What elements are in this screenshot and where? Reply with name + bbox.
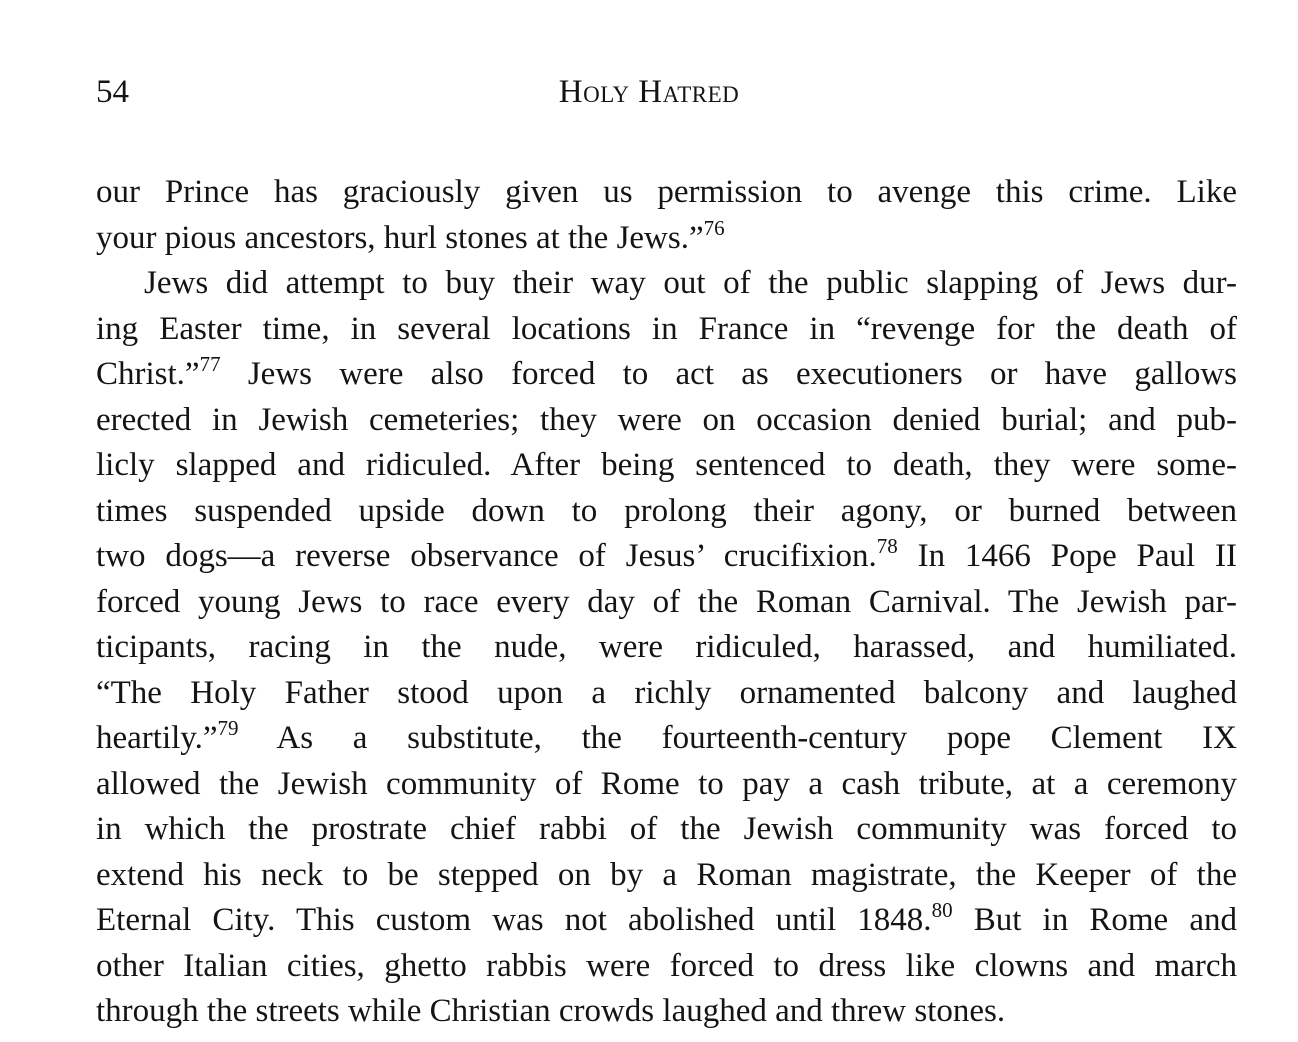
text-segment: Christ.” — [96, 356, 200, 392]
text-segment: ing Easter time, in several locations in France in “revenge for the death of — [96, 310, 1237, 347]
text-line — [96, 898, 1237, 944]
text-segment: erected in Jewish cemeteries; they were on occasion denied burial; and pub- — [96, 401, 1237, 438]
text-segment: other Italian cities, ghetto rabbis were forced to dress like clowns and march — [96, 947, 1237, 984]
text-line — [96, 398, 1237, 444]
text-line — [96, 989, 1237, 1035]
running-head: Holy Hatred — [558, 74, 740, 110]
paragraph — [96, 170, 1237, 261]
paragraph — [96, 261, 1237, 1035]
text-segment: heartily.” — [96, 720, 218, 756]
text-line — [96, 807, 1237, 853]
text-segment: ticipants, racing in the nude, were ridiculed, harassed, and humiliated. — [96, 629, 1237, 665]
text-line — [96, 580, 1237, 626]
text-segment: Jews did attempt to buy their way out of the public slapping of Jews dur- — [144, 265, 1237, 301]
text-segment: allowed the Jewish community of Rome to pay a cash tribute, at a ceremony — [96, 765, 1237, 802]
text-segment: But in Rome and — [952, 902, 1237, 938]
text-segment: extend his neck to be stepped on by a Roman magistrate, the Keeper of the — [96, 856, 1237, 893]
footnote-reference: 78 — [876, 534, 898, 558]
footnote-reference: 77 — [199, 352, 221, 376]
text-line — [96, 170, 1237, 216]
text-segment: “The Holy Father stood upon a richly ornamented balcony and laughed — [96, 674, 1237, 711]
text-line — [96, 489, 1237, 535]
text-line — [96, 216, 1237, 262]
text-line — [96, 671, 1237, 717]
text-segment: forced young Jews to race every day of the Roman Carnival. The Jewish par- — [96, 583, 1237, 620]
text-line — [96, 944, 1237, 990]
text-segment: licly slapped and ridiculed. After being sentenced to death, they were some- — [96, 447, 1237, 483]
text-segment: your pious ancestors, hurl stones at the Jews.” — [96, 219, 704, 256]
text-line — [96, 261, 1237, 307]
page-number: 54 — [96, 74, 129, 110]
text-line — [96, 352, 1237, 398]
text-line — [96, 534, 1237, 580]
text-segment: As a substitute, the fourteenth-century pope Clement IX — [238, 720, 1237, 756]
text-segment: Eternal City. This custom was not abolished until 1848. — [96, 902, 932, 938]
text-line — [96, 625, 1237, 671]
footnote-reference: 79 — [217, 716, 239, 740]
text-segment: our Prince has graciously given us permission to avenge this crime. Like — [96, 174, 1237, 210]
text-segment: In 1466 Pope Paul II — [897, 538, 1238, 574]
body-text — [96, 170, 1237, 1035]
text-line — [96, 716, 1237, 762]
text-line — [96, 443, 1237, 489]
text-segment: times suspended upside down to prolong their agony, or burned between — [96, 492, 1237, 529]
footnote-reference: 80 — [931, 898, 953, 922]
text-line — [96, 762, 1237, 808]
text-segment: two dogs—a reverse observance of Jesus’ crucifixion. — [96, 538, 877, 574]
text-line — [96, 853, 1237, 899]
text-segment: Jews were also forced to act as executioners or have gallows — [220, 356, 1237, 392]
footnote-reference: 76 — [703, 215, 725, 240]
text-line — [96, 307, 1237, 353]
text-segment: through the streets while Christian crowds laughed and threw stones. — [96, 993, 1006, 1029]
text-segment: in which the prostrate chief rabbi of the Jewish community was forced to — [96, 811, 1237, 847]
